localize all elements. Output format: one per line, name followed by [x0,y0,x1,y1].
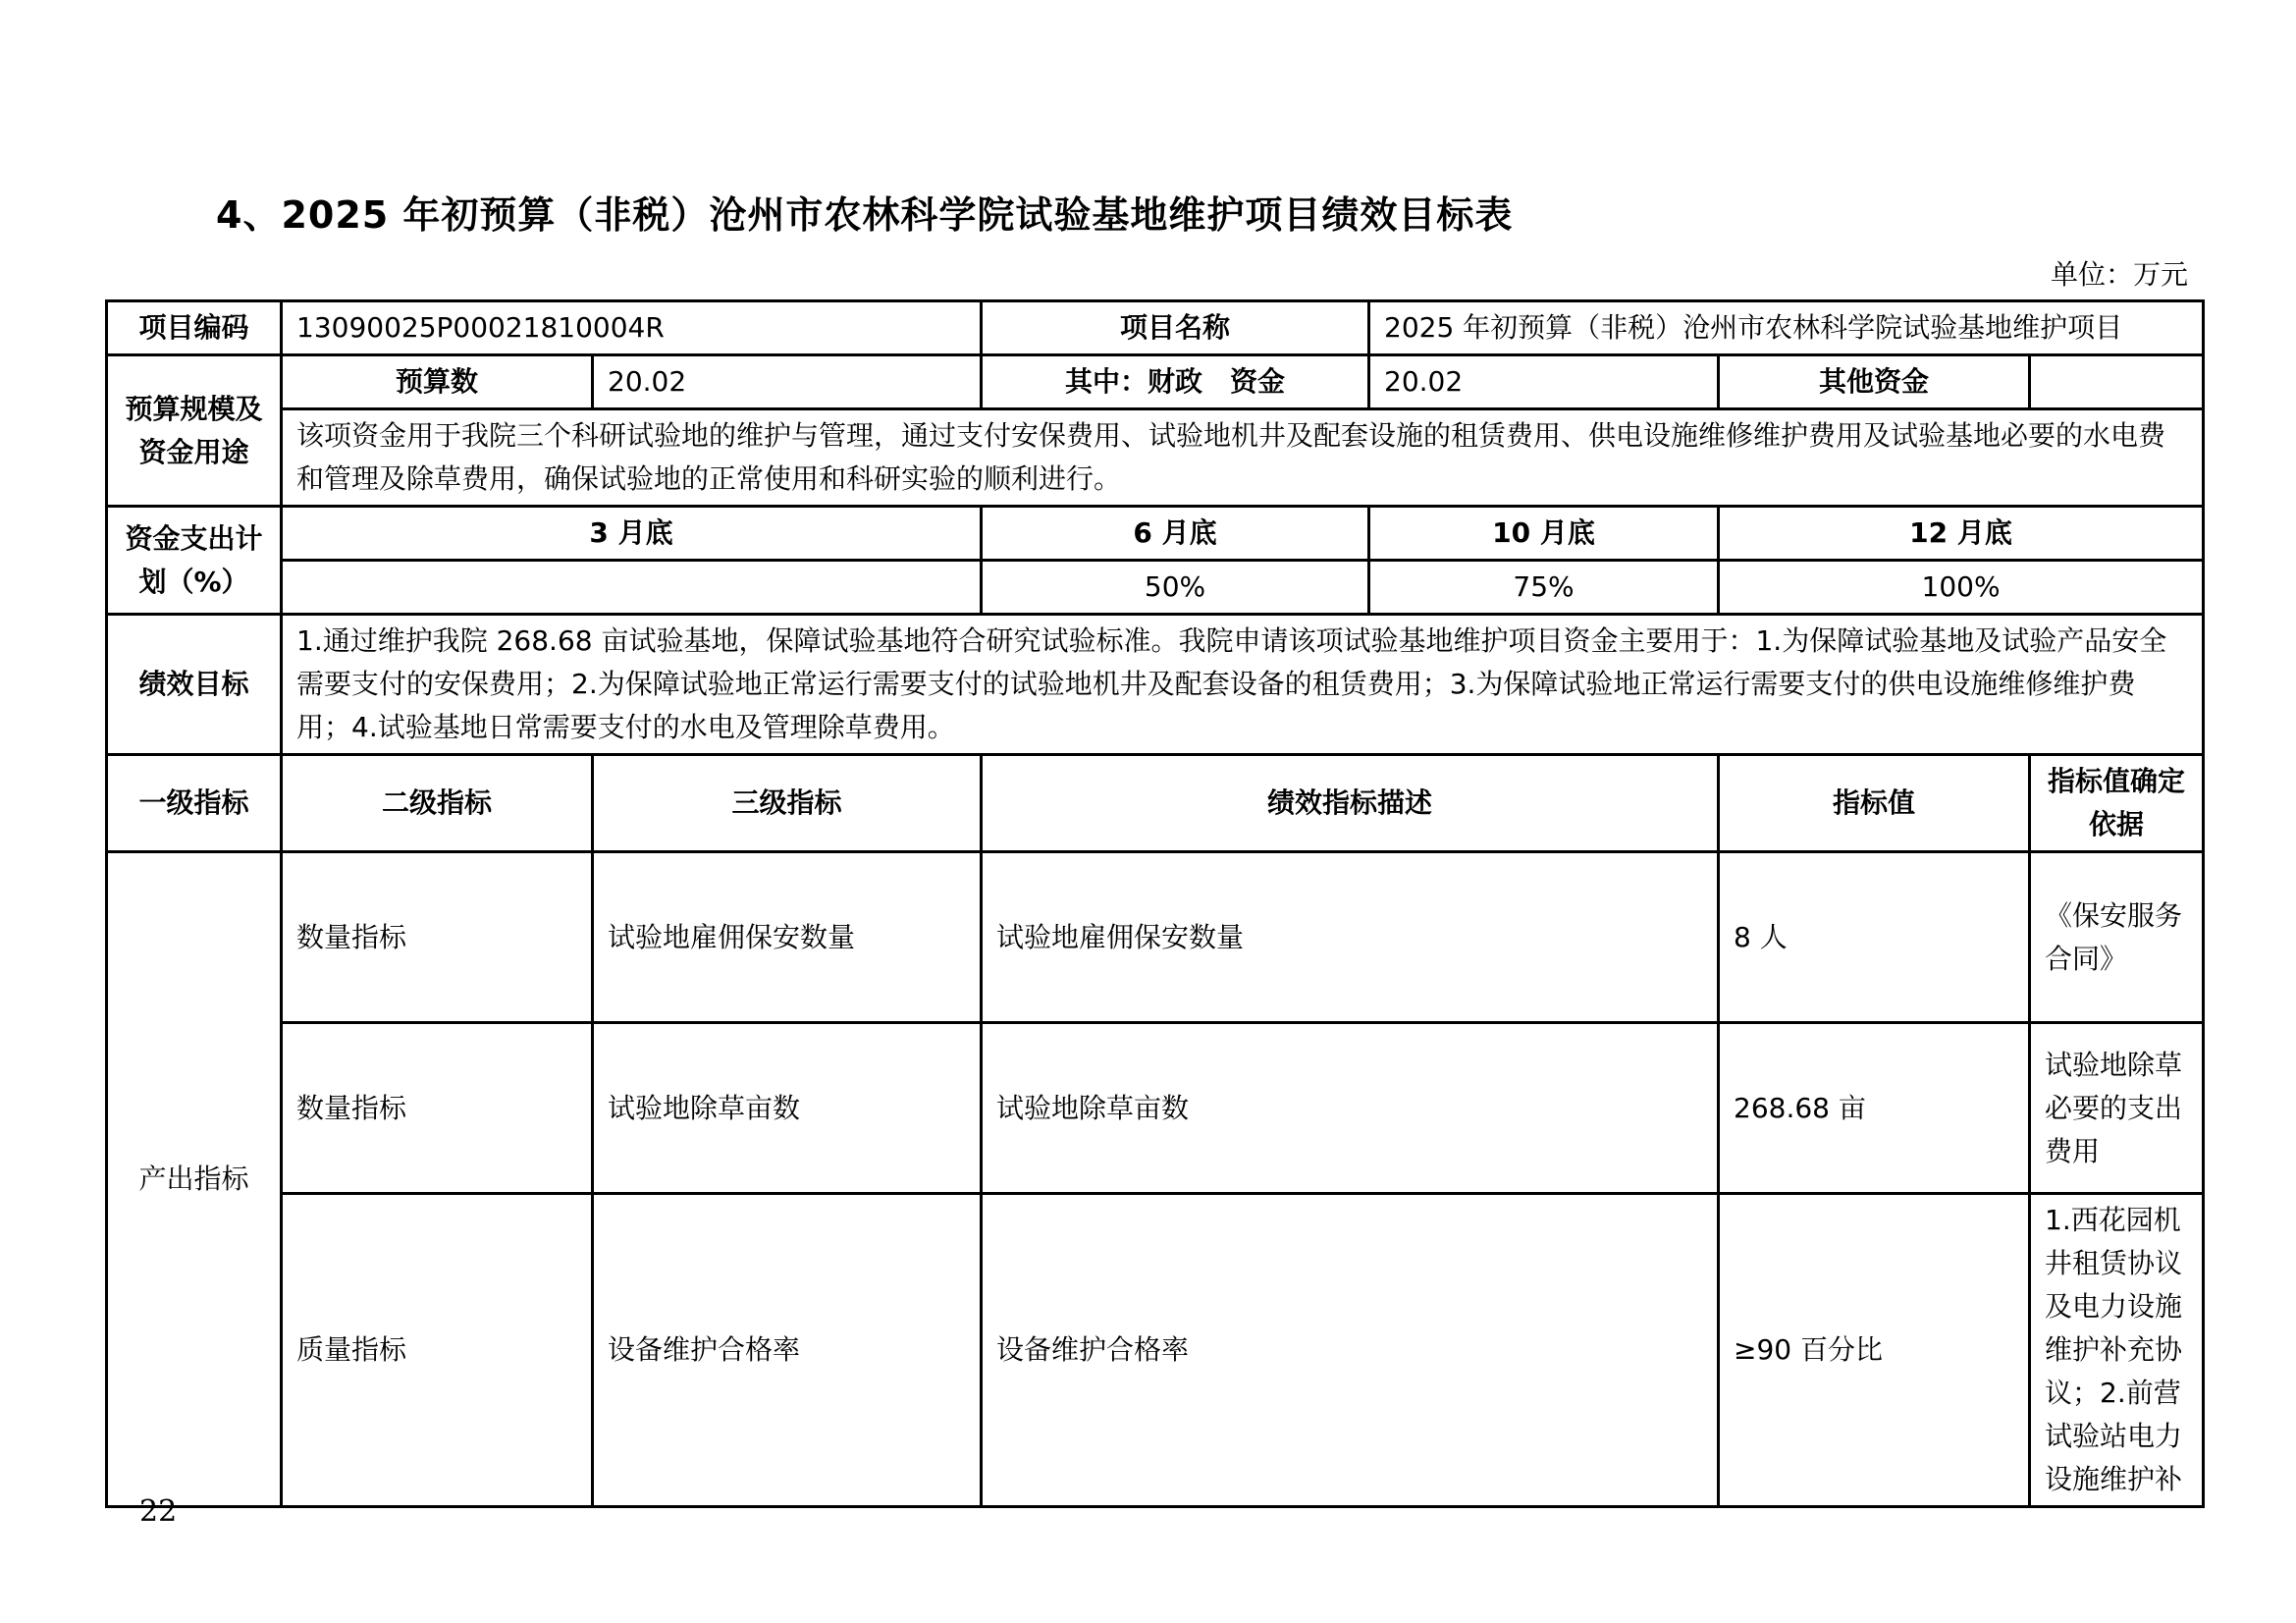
other-fund-value [2030,355,2204,409]
plan-value-jun: 50% [982,561,1369,615]
goal-row [107,615,2204,755]
basis-cell: 《保安服务合同》 [2030,852,2204,1023]
fund-purpose-text: 该项资金用于我院三个科研试验地的维护与管理，通过支付安保费用、试验地机井及配套设施的租赁费用、供电设施维修维护费用及试验基地必要的水电费和管理及除草费用，确保试验地的正常使用和科研实验的顺利进行。 [282,409,2204,507]
project-name-label: 项目名称 [982,301,1369,355]
level2-cell: 质量指标 [282,1194,593,1507]
basis-cell: 1.西花园机井租赁协议及电力设施维护补充协议；2.前营试验站电力设施维护补 [2030,1194,2204,1507]
table-row [107,1023,2204,1194]
plan-header-mar: 3 月底 [282,507,982,561]
goal-label: 绩效目标 [107,615,282,755]
project-name: 2025 年初预算（非税）沧州市农林科学院试验基地维护项目 [1369,301,2204,355]
level3-cell: 设备维护合格率 [593,1194,982,1507]
unit-label: 单位：万元 [2050,258,2188,291]
indicator-header-row [107,755,2204,852]
header-basis: 指标值确定依据 [2030,755,2204,852]
page-title: 4、2025 年初预算（非税）沧州市农林科学院试验基地维护项目绩效目标表 [216,193,1514,237]
budget-total-label: 预算数 [282,355,593,409]
plan-value-oct: 75% [1369,561,1719,615]
header-level3: 三级指标 [593,755,982,852]
header-level2: 二级指标 [282,755,593,852]
plan-header-row [107,507,2204,561]
performance-target-table [105,299,2205,1508]
plan-value-mar [282,561,982,615]
level2-cell: 数量指标 [282,1023,593,1194]
level2-cell: 数量指标 [282,852,593,1023]
description-cell: 试验地除草亩数 [982,1023,1719,1194]
plan-value-row [107,561,2204,615]
value-cell: 8 人 [1719,852,2030,1023]
header-level1: 一级指标 [107,755,282,852]
plan-label: 资金支出计划（%） [107,507,282,615]
plan-header-jun: 6 月底 [982,507,1369,561]
output-indicator-label: 产出指标 [107,852,282,1507]
table-row [107,852,2204,1023]
project-code: 13090025P00021810004R [282,301,982,355]
plan-header-oct: 10 月底 [1369,507,1719,561]
description-cell: 设备维护合格率 [982,1194,1719,1507]
page-number: 22 [139,1494,178,1529]
level3-cell: 试验地除草亩数 [593,1023,982,1194]
value-cell: 268.68 亩 [1719,1023,2030,1194]
other-fund-label: 其他资金 [1719,355,2030,409]
header-value: 指标值 [1719,755,2030,852]
value-cell: ≥90 百分比 [1719,1194,2030,1507]
fiscal-fund-label: 其中：财政 资金 [982,355,1369,409]
fiscal-fund-value: 20.02 [1369,355,1719,409]
plan-value-dec: 100% [1719,561,2204,615]
budget-section-label: 预算规模及资金用途 [107,355,282,507]
plan-header-dec: 12 月底 [1719,507,2204,561]
header-description: 绩效指标描述 [982,755,1719,852]
level3-cell: 试验地雇佣保安数量 [593,852,982,1023]
table-row [107,1194,2204,1507]
project-code-label: 项目编码 [107,301,282,355]
purpose-row [107,409,2204,507]
goal-text: 1.通过维护我院 268.68 亩试验基地，保障试验基地符合研究试验标准。我院申请该项试验基地维护项目资金主要用于：1.为保障试验基地及试验产品安全需要支付的安保费用；2.为保障试验地正常运行需要支付的试验地机井及配套设备的租赁费用；3.为保障试验地正常运行需要支付的供电设施维修维护费用；4.试验基地日常需要支付的水电及管理除草费用。 [282,615,2204,755]
budget-row [107,355,2204,409]
description-cell: 试验地雇佣保安数量 [982,852,1719,1023]
project-row [107,301,2204,355]
budget-total-value: 20.02 [593,355,982,409]
basis-cell: 试验地除草必要的支出费用 [2030,1023,2204,1194]
